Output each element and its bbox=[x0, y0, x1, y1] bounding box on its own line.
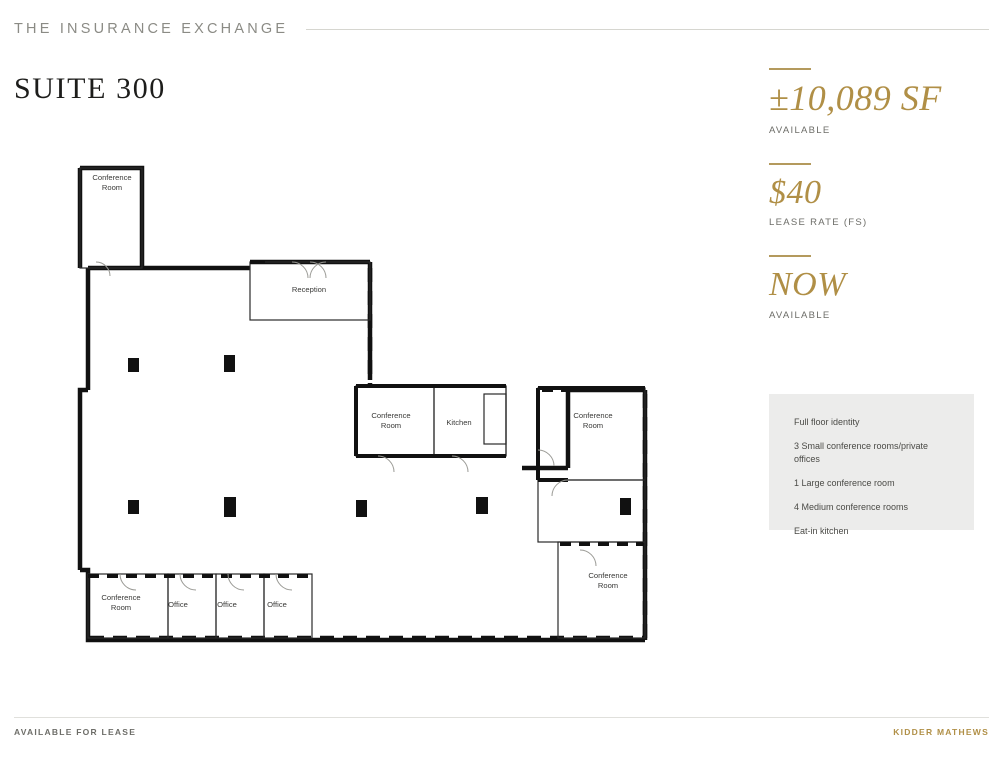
room-label-office-2: Office bbox=[217, 600, 237, 609]
room-label-office-1: Office bbox=[168, 600, 188, 609]
room-label-conference-room-right-upper: Conference bbox=[573, 411, 613, 420]
exterior-walls bbox=[80, 168, 645, 640]
room-label-conference-room-top-left: Conference bbox=[92, 173, 132, 182]
header-divider bbox=[306, 29, 989, 30]
stat-value: NOW bbox=[769, 266, 847, 304]
feature-item: Full floor identity bbox=[794, 417, 860, 427]
feature-item: 4 Medium conference rooms bbox=[794, 502, 909, 513]
interior-walls bbox=[80, 168, 645, 638]
stat-availability-date bbox=[769, 255, 979, 321]
footer-brand: KIDDER MATHEWS bbox=[893, 727, 989, 737]
room-label-conference-room-bottom-left: Conference bbox=[101, 593, 141, 602]
structural-columns bbox=[128, 355, 631, 517]
stat-rule bbox=[769, 163, 811, 165]
footer-availability-text: AVAILABLE FOR LEASE bbox=[14, 727, 137, 737]
room-label-conference-room-right-upper-2: Room bbox=[582, 421, 604, 430]
room-label-reception: Reception bbox=[291, 285, 327, 294]
page-title: SUITE 300 bbox=[14, 72, 166, 105]
room-label-conference-room-center-2: Room bbox=[380, 421, 402, 430]
structural-walls bbox=[250, 262, 645, 480]
floorplan bbox=[60, 150, 680, 660]
features-panel bbox=[769, 394, 974, 537]
room-label-conference-room-center: Conference bbox=[371, 411, 411, 420]
room-label-office-3: Office bbox=[267, 600, 287, 609]
page-footer bbox=[14, 725, 989, 741]
page-header bbox=[14, 18, 989, 40]
room-label-conference-room-bottom-left-2: Room bbox=[110, 603, 132, 612]
room-label-conference-room-right-lower-2: Room bbox=[597, 581, 619, 590]
stat-value: ±10,089 SF bbox=[769, 78, 942, 118]
stat-rule bbox=[769, 255, 811, 257]
feature-item: 1 Large conference room bbox=[794, 478, 895, 489]
door-swings bbox=[96, 262, 596, 590]
window-walls bbox=[90, 268, 645, 638]
stat-label: AVAILABLE bbox=[769, 124, 831, 136]
room-label-kitchen: Kitchen bbox=[446, 418, 472, 427]
stat-available-sf bbox=[769, 68, 979, 136]
footer-divider bbox=[14, 717, 989, 718]
feature-item: Eat-in kitchen bbox=[794, 526, 849, 537]
stat-value: $40 bbox=[769, 173, 822, 211]
brand-title: THE INSURANCE EXCHANGE bbox=[14, 21, 289, 37]
floorplan-drawing bbox=[60, 150, 680, 660]
room-label-conference-room-top-left-2: Room bbox=[101, 183, 123, 192]
room-labels bbox=[92, 173, 627, 612]
stat-lease-rate bbox=[769, 163, 979, 229]
stat-label: AVAILABLE bbox=[769, 310, 831, 322]
stats-rail bbox=[769, 68, 979, 348]
feature-item: 3 Small conference rooms/private offices bbox=[794, 441, 929, 465]
interior-window-walls bbox=[88, 390, 643, 576]
stat-label: LEASE RATE (FS) bbox=[769, 217, 868, 229]
stat-rule bbox=[769, 68, 811, 70]
room-label-conference-room-right-lower: Conference bbox=[588, 571, 628, 580]
